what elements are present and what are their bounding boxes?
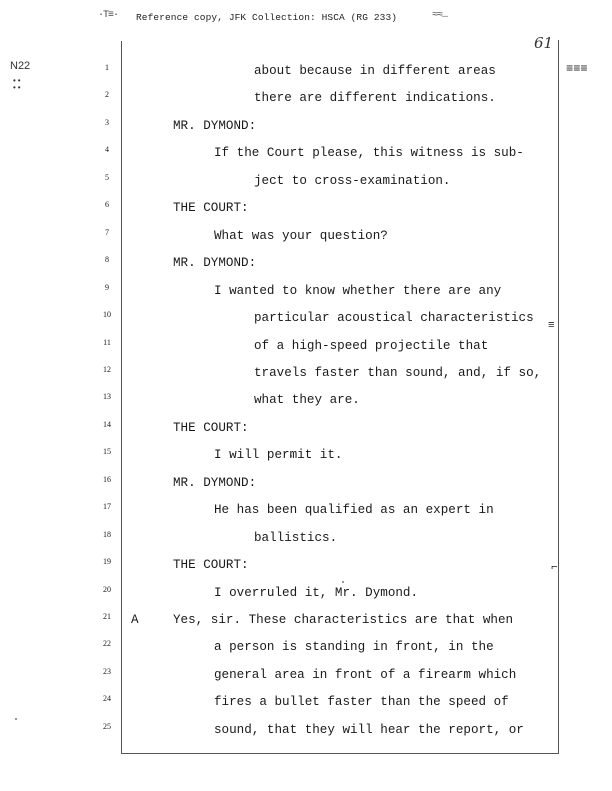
transcript-line: [0, 583, 612, 603]
line-text: MR. DYMOND:: [173, 118, 257, 133]
line-number: 19: [103, 557, 111, 567]
line-number: 6: [105, 200, 109, 210]
transcript-line: [0, 473, 612, 493]
transcript-line: [0, 500, 612, 520]
transcript-line: [0, 418, 612, 438]
transcript-line: [0, 610, 612, 630]
line-text: MR. DYMOND:: [173, 475, 257, 490]
line-number: 14: [103, 419, 111, 429]
line-text: THE COURT:: [173, 201, 249, 216]
transcript-line: [0, 555, 612, 575]
line-number: 23: [103, 666, 111, 676]
transcript-line: [0, 88, 612, 108]
line-text: about because in different areas: [254, 64, 496, 78]
line-text: there are different indications.: [254, 91, 496, 106]
line-number: 9: [105, 282, 109, 292]
line-text: I overruled it, Mr. Dymond.: [214, 585, 419, 600]
line-number: 12: [103, 364, 111, 374]
transcript-line: [0, 692, 612, 712]
line-number: 22: [103, 639, 111, 649]
line-text: ject to cross-examination.: [254, 173, 451, 188]
line-number: 20: [103, 584, 111, 594]
line-text: THE COURT:: [173, 420, 249, 435]
transcript-line: [0, 253, 612, 273]
transcript-line: [0, 665, 612, 685]
line-text: I will permit it.: [214, 448, 343, 463]
line-text: What was your question?: [214, 228, 388, 243]
line-number: 21: [103, 612, 111, 621]
line-number: 17: [103, 502, 111, 512]
line-number: 18: [103, 529, 111, 539]
line-text: If the Court please, this witness is sub-: [214, 146, 524, 161]
transcript-line: [0, 445, 612, 465]
line-number: 5: [105, 172, 109, 182]
transcript-line: [0, 281, 612, 301]
transcript-line: [0, 171, 612, 191]
line-number: 11: [103, 337, 111, 347]
header-smudge-right: ≈≈…: [432, 10, 448, 21]
line-text: He has been qualified as an expert in: [214, 503, 494, 518]
transcript-line: [0, 143, 612, 163]
transcript-line: [0, 308, 612, 328]
line-text: fires a bullet faster than the speed of: [214, 695, 509, 710]
line-text: MR. DYMOND:: [173, 256, 257, 271]
line-text: I wanted to know whether there are any: [214, 283, 502, 298]
header-smudge-left: ·T≡·: [98, 10, 119, 21]
transcript-line: [0, 61, 612, 81]
transcript-line: [0, 116, 612, 136]
line-number: 13: [103, 392, 111, 402]
margin-mark-middle: ≡: [548, 320, 555, 332]
line-number: 2: [105, 90, 109, 100]
line-number: 1: [105, 63, 109, 72]
line-text: general area in front of a firearm which: [214, 667, 517, 682]
reference-header: Reference copy, JFK Collection: HSCA (RG 233): [136, 12, 398, 23]
line-text: Yes, sir. These characteristics are that when: [173, 613, 514, 627]
line-text: travels faster than sound, and, if so,: [254, 365, 542, 380]
answer-marker: A: [131, 613, 139, 627]
line-number: 25: [103, 721, 111, 731]
line-number: 8: [105, 255, 109, 265]
transcript-line: [0, 226, 612, 246]
line-number: 15: [103, 447, 111, 457]
transcript-line: [0, 336, 612, 356]
margin-mark-top: ≡≡≡: [566, 62, 588, 76]
transcript-line: [0, 363, 612, 383]
line-text: of a high-speed projectile that: [254, 338, 489, 353]
line-number: 7: [105, 227, 109, 237]
line-text: ballistics.: [254, 530, 338, 545]
line-number: 10: [103, 310, 111, 320]
side-label: N22: [10, 60, 31, 72]
transcript-line: [0, 390, 612, 410]
handwritten-page-number: 61: [534, 34, 554, 52]
line-text: THE COURT:: [173, 558, 249, 573]
line-text: what they are.: [254, 393, 360, 408]
transcript-line: [0, 198, 612, 218]
transcript-line: [0, 637, 612, 657]
line-number: 4: [105, 145, 109, 155]
margin-mark-low: ⌐: [551, 562, 558, 574]
transcript-line: [0, 528, 612, 548]
line-number: 3: [105, 117, 109, 127]
line-number: 24: [103, 694, 111, 704]
line-text: particular acoustical characteristics: [254, 311, 534, 326]
line-number: 16: [103, 474, 111, 484]
line-text: a person is standing in front, in the: [214, 640, 494, 655]
transcript-line: [0, 720, 612, 740]
line-text: sound, that they will hear the report, or: [214, 722, 524, 737]
side-marks: •• ••: [12, 77, 22, 93]
